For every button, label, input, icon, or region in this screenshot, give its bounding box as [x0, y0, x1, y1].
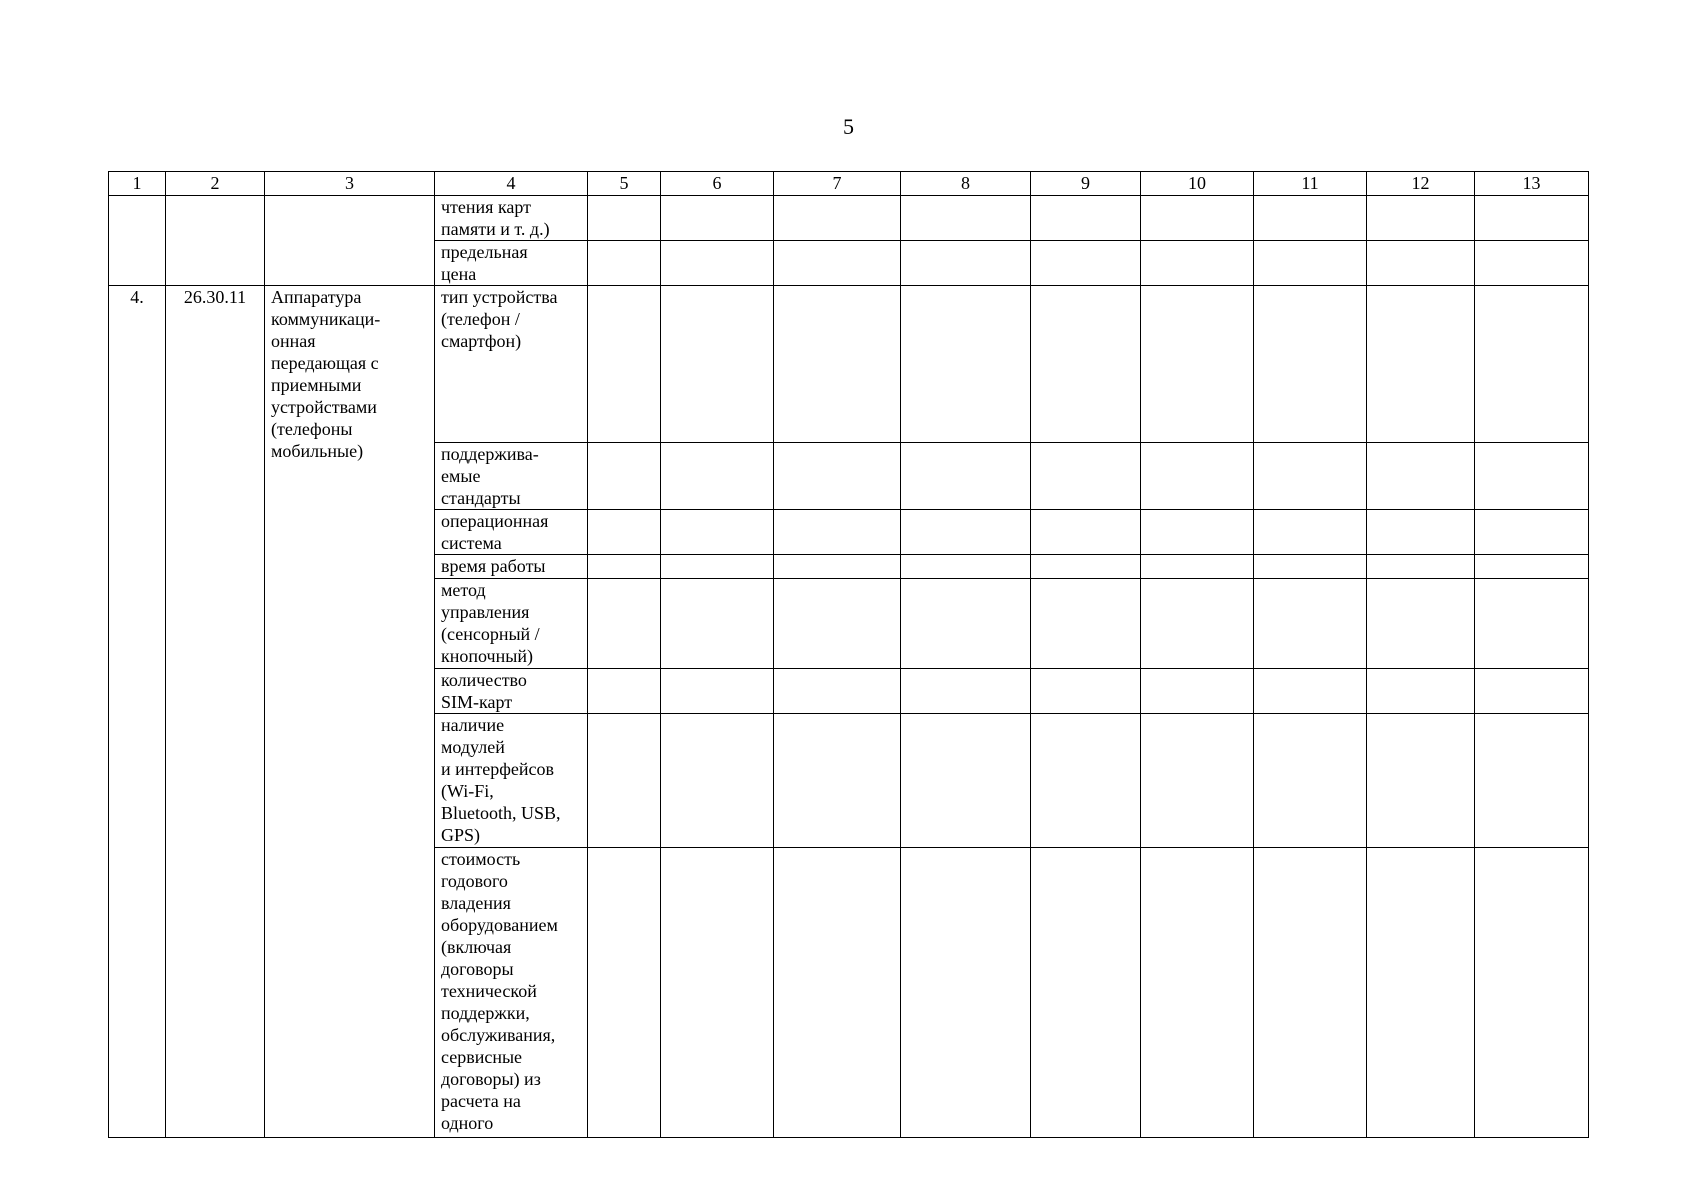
column-header: 6 [661, 172, 774, 196]
value-cell [1141, 669, 1254, 714]
value-cell [588, 443, 661, 510]
column-header: 10 [1141, 172, 1254, 196]
value-cell [1031, 510, 1141, 555]
value-cell [588, 848, 661, 1138]
value-cell [774, 286, 901, 443]
value-cell [661, 443, 774, 510]
value-cell [588, 241, 661, 286]
value-cell [1367, 286, 1475, 443]
value-cell [1475, 669, 1589, 714]
column-header: 13 [1475, 172, 1589, 196]
value-cell [1475, 714, 1589, 848]
value-cell [1141, 241, 1254, 286]
value-cell [1031, 579, 1141, 669]
column-header: 1 [109, 172, 166, 196]
characteristic-cell: время работы [435, 555, 588, 579]
value-cell [774, 555, 901, 579]
column-header: 8 [901, 172, 1031, 196]
characteristic-cell: предельная цена [435, 241, 588, 286]
value-cell [1141, 510, 1254, 555]
value-cell [774, 196, 901, 241]
value-cell [588, 555, 661, 579]
value-cell [1141, 848, 1254, 1138]
value-cell [661, 714, 774, 848]
value-cell [901, 443, 1031, 510]
value-cell [774, 443, 901, 510]
value-cell [588, 510, 661, 555]
value-cell [1475, 555, 1589, 579]
item-code: 26.30.11 [166, 286, 265, 1138]
value-cell [1254, 579, 1367, 669]
value-cell [588, 714, 661, 848]
table-row [109, 196, 1589, 241]
value-cell [661, 510, 774, 555]
value-cell [1141, 579, 1254, 669]
value-cell [1031, 443, 1141, 510]
characteristic-cell: наличие модулей и интерфейсов (Wi-Fi, Bluetooth, USB, GPS) [435, 714, 588, 848]
value-cell [1367, 669, 1475, 714]
value-cell [1367, 241, 1475, 286]
value-cell [1367, 510, 1475, 555]
column-header: 4 [435, 172, 588, 196]
value-cell [588, 669, 661, 714]
value-cell [1031, 241, 1141, 286]
value-cell [774, 241, 901, 286]
value-cell [1475, 196, 1589, 241]
value-cell [1254, 848, 1367, 1138]
value-cell [1367, 443, 1475, 510]
column-header: 12 [1367, 172, 1475, 196]
characteristic-cell: тип устройства (телефон / смартфон) [435, 286, 588, 443]
value-cell [1367, 714, 1475, 848]
value-cell [1031, 669, 1141, 714]
value-cell [1254, 241, 1367, 286]
characteristic-cell: операционная система [435, 510, 588, 555]
value-cell [1254, 286, 1367, 443]
value-cell [661, 196, 774, 241]
value-cell [774, 848, 901, 1138]
item-name: Аппаратура коммуникаци- онная передающая с приемными устройствами (телефоны мобильные) [265, 286, 435, 1138]
column-header: 2 [166, 172, 265, 196]
characteristic-cell: метод управления (сенсорный / кнопочный) [435, 579, 588, 669]
value-cell [1475, 579, 1589, 669]
table-header-row [109, 172, 1589, 196]
value-cell [1254, 714, 1367, 848]
value-cell [1031, 286, 1141, 443]
item-number: 4. [109, 286, 166, 1138]
empty-cell [109, 196, 166, 286]
value-cell [1475, 443, 1589, 510]
value-cell [661, 286, 774, 443]
value-cell [1031, 714, 1141, 848]
value-cell [1141, 286, 1254, 443]
page-number: 5 [843, 114, 854, 139]
table-row [109, 286, 1589, 443]
value-cell [1367, 196, 1475, 241]
value-cell [774, 579, 901, 669]
value-cell [1254, 196, 1367, 241]
column-header: 11 [1254, 172, 1367, 196]
characteristic-cell: поддержива- емые стандарты [435, 443, 588, 510]
value-cell [901, 241, 1031, 286]
value-cell [1367, 848, 1475, 1138]
value-cell [1254, 510, 1367, 555]
value-cell [901, 196, 1031, 241]
value-cell [1475, 286, 1589, 443]
value-cell [1031, 555, 1141, 579]
value-cell [774, 510, 901, 555]
column-header: 9 [1031, 172, 1141, 196]
value-cell [588, 196, 661, 241]
value-cell [1254, 555, 1367, 579]
value-cell [1475, 848, 1589, 1138]
value-cell [774, 714, 901, 848]
value-cell [588, 579, 661, 669]
characteristic-cell: количество SIM-карт [435, 669, 588, 714]
value-cell [1475, 241, 1589, 286]
value-cell [588, 286, 661, 443]
empty-cell [265, 196, 435, 286]
value-cell [1367, 579, 1475, 669]
value-cell [901, 714, 1031, 848]
value-cell [1141, 443, 1254, 510]
value-cell [1141, 555, 1254, 579]
value-cell [1475, 510, 1589, 555]
value-cell [1031, 848, 1141, 1138]
characteristic-cell: стоимость годового владения оборудованием (включая договоры технической поддержки, обслуживания, сервисные договоры) из расчета на одного [435, 848, 588, 1138]
value-cell [774, 669, 901, 714]
value-cell [1254, 443, 1367, 510]
column-header: 5 [588, 172, 661, 196]
column-header: 7 [774, 172, 901, 196]
empty-cell [166, 196, 265, 286]
value-cell [661, 555, 774, 579]
column-header: 3 [265, 172, 435, 196]
characteristic-cell: чтения карт памяти и т. д.) [435, 196, 588, 241]
value-cell [661, 579, 774, 669]
specification-table [108, 171, 1589, 1138]
value-cell [1254, 669, 1367, 714]
value-cell [1141, 714, 1254, 848]
value-cell [1141, 196, 1254, 241]
value-cell [661, 241, 774, 286]
value-cell [661, 669, 774, 714]
value-cell [901, 848, 1031, 1138]
value-cell [1031, 196, 1141, 241]
value-cell [901, 286, 1031, 443]
value-cell [901, 555, 1031, 579]
value-cell [661, 848, 774, 1138]
value-cell [901, 510, 1031, 555]
value-cell [901, 579, 1031, 669]
value-cell [901, 669, 1031, 714]
value-cell [1367, 555, 1475, 579]
